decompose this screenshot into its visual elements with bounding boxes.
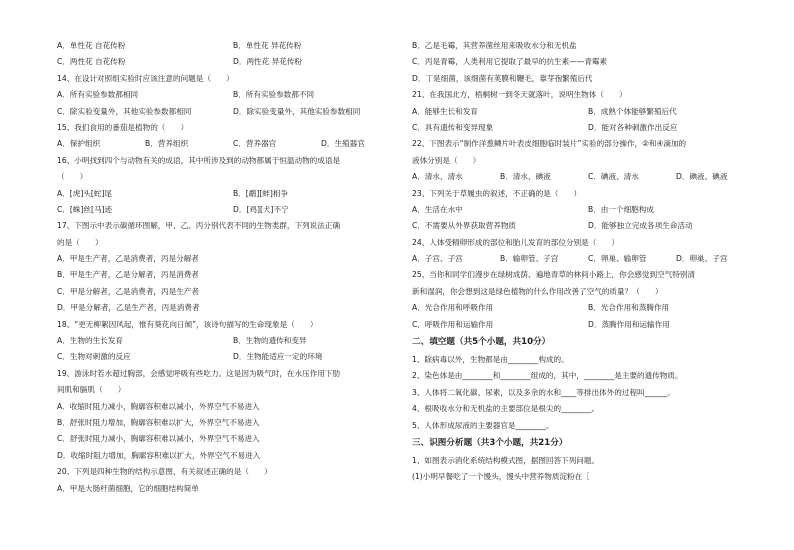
q24-option-a: A．子宫、子宫 [412, 254, 463, 264]
q19-option-a: A．收缩时阻力减小，胸廓容积难以减小，外界空气不易进入 [57, 401, 260, 411]
q13-option-c: C．两性花 自花传粉 [57, 57, 126, 67]
q14-option-c: C．除实验变量外，其他实验参数都相同 [57, 106, 192, 116]
q21-options-row-2 [412, 120, 764, 136]
q18-options-row-1 [57, 333, 409, 349]
q25-option-a: A．光合作用和呼吸作用 [412, 303, 494, 313]
q19-option-b: B．舒张时阻力增加，胸廓容积难以扩大，外界空气不易进入 [57, 417, 260, 427]
q25-option-c: C．呼吸作用和运输作用 [412, 319, 494, 329]
question-24: 24、人体受精卵形成的部位和胎儿发育的部位分别是（ ） [412, 237, 620, 247]
q14-option-a: A．所有实验参数都相同 [57, 90, 139, 100]
question-22-line-1: 22、下图表示“制作洋葱鳞片叶表皮细胞临时装片”实验的部分操作，②和④滴加的 [412, 139, 687, 149]
q16-option-b: B．[鹬][蚌]相争 [233, 188, 289, 198]
q21-option-a: A．能够生长和发育 [412, 106, 478, 116]
q15-option-c: C．营养器官 [233, 139, 277, 149]
q25-option-d: D．蒸腾作用和运输作用 [588, 319, 670, 329]
q16-option-c: C．[蛛]丝[马]迹 [57, 204, 113, 214]
question-16-line-2: （ ） [57, 172, 88, 182]
q20-option-b: B．乙是毛霉，其营养菌丝用来吸收水分和无机盐 [412, 41, 577, 50]
q18-option-b: B．生物的遗传和变异 [233, 336, 307, 346]
q18-option-a: A．生物的生长发育 [57, 336, 123, 346]
q13-option-b: B．单性花 异花传粉 [233, 41, 302, 50]
q14-option-d: D．除实验变量外，其他实验参数相同 [233, 106, 361, 116]
q24-option-d: D．卵巢、子宫 [676, 254, 728, 264]
q16-option-a: A．[虎]头[蛇]尾 [57, 188, 113, 198]
q14-options-row-2 [57, 104, 409, 120]
q24-option-b: B．输卵管、子宫 [500, 254, 559, 264]
q22-option-d: D．碘液、碘液 [676, 172, 728, 182]
q15-options-row [57, 136, 409, 152]
q20-option-d: D．丁是细菌，该细菌有荚膜和鞭毛，靠芽孢繁殖后代 [412, 73, 593, 83]
question-23: 23、下列关于草履虫的叙述，不正确的是（ ） [412, 188, 582, 198]
q14-option-b: B．所有实验参数都不同 [233, 90, 315, 100]
figure-question-1: 1、如图表示消化系统结构模式图，据图回答下列问题。 [412, 455, 600, 465]
q15-option-b: B．营养组织 [145, 139, 189, 149]
q16-option-d: D．[鸡][犬]不宁 [233, 204, 289, 214]
question-19-line-1: 19、游泳时若水超过胸部，会感觉呼吸有些吃力。这是因为吸气时，在水压作用下肋 [57, 368, 341, 378]
q16-options-row-1 [57, 186, 409, 202]
question-18: 18、“更无柳絮因风起，惟有葵花向日倾”，该诗句描写的生命现象是（ ） [57, 319, 318, 329]
right-column [412, 38, 764, 486]
q14-options-row-1 [57, 87, 409, 103]
q17-option-a: A．甲是生产者，乙是消费者，丙是分解者 [57, 254, 199, 264]
question-14: 14、在设计对照组实验时应该注意的问题是（ ） [57, 73, 234, 83]
q17-option-c: C．甲是分解者，乙是消费者，丙是生产者 [57, 286, 199, 296]
q22-option-b: B．清水、碘液 [500, 172, 551, 182]
question-20: 20、下列是四种生物的结构示意图，有关叙述正确的是（ ） [57, 467, 272, 477]
q17-option-b: B．甲是生产者，乙是分解者，丙是消费者 [57, 270, 199, 280]
q25-options-row-1 [412, 300, 764, 316]
q15-option-a: A．保护组织 [57, 139, 101, 149]
q18-options-row-2 [57, 349, 409, 365]
fill-question-3: 3、人体将二氧化碳、尿素，以及多余的水和____等排出体外的过程叫______。 [412, 387, 676, 397]
q13-options-row-1 [57, 38, 409, 54]
q19-option-c: C．舒张时阻力减小，胸廓容积难以减小，外界空气不易进入 [57, 434, 260, 444]
figure-question-1-part-1: (1)小明早餐吃了一个馒头，馒头中营养物质淀粉在［ [412, 472, 590, 482]
q23-options-row-1 [412, 202, 764, 218]
q24-options-row [412, 251, 764, 267]
q18-option-c: C．生物对刺激的反应 [57, 352, 131, 362]
q25-option-b: B．光合作用和蒸腾作用 [588, 303, 670, 313]
q22-option-c: C．碘液、清水 [588, 172, 639, 182]
q19-option-d: D．收缩时阻力增加，胸廓容积难以扩大，外界空气不易进入 [57, 450, 261, 460]
q23-option-c: C．不需要从外界获取营养物质 [412, 221, 517, 231]
q13-option-a: A．单性花 自花传粉 [57, 41, 126, 50]
question-22-line-2: 液体分别是（ ） [412, 155, 481, 165]
left-column [57, 38, 409, 497]
q21-option-c: C．具有遗传和变异现象 [412, 122, 494, 132]
q23-option-d: D．能够独立完成各项生命活动 [588, 221, 693, 231]
q21-options-row-1 [412, 104, 764, 120]
fill-question-4: 4、根吸收水分和无机盐的主要部位是根尖的________。 [412, 404, 600, 414]
q15-option-d: D．生殖器官 [321, 139, 365, 149]
q16-options-row-2 [57, 202, 409, 218]
question-16-line-1: 16、小明找到四个与动物有关的成语，其中所涉及到的动物都属于恒温动物的成语是 [57, 155, 341, 165]
question-25-line-1: 25、当你和同学们漫步在绿树成荫、遍地青草的林间小路上，你会感觉到空气特别清 [412, 270, 696, 280]
q17-option-d: D．甲是分解者，乙是生产者，丙是消费者 [57, 303, 200, 313]
q18-option-d: D．生物能适应一定的环境 [233, 352, 323, 362]
q23-option-a: A．生活在水中 [412, 204, 463, 214]
q22-options-row [412, 169, 764, 185]
q23-options-row-2 [412, 218, 764, 234]
question-19-line-2: 间肌和膈肌（ ） [57, 385, 126, 395]
q21-option-b: B．成熟个体能够繁殖后代 [588, 106, 677, 116]
q20-option-c: C．丙是青霉，人类利用它提取了最早的抗生素——青霉素 [412, 57, 608, 67]
section-2-heading: 二、填空题（共5个小题，共10分） [412, 337, 551, 348]
question-21: 21、在我国北方，梧桐树一到冬天就落叶，说明生物体（ ） [412, 90, 627, 100]
question-25-line-2: 新和湿润，你会想到这是绿色植物的什么作用改善了空气的质量？（ ） [412, 286, 663, 296]
fill-question-1: 1、除病毒以外，生物都是由________构成的。 [412, 355, 569, 365]
q21-option-d: D．能对各种刺激作出反应 [588, 122, 678, 132]
q13-option-d: D．两性花 异花传粉 [233, 57, 303, 67]
q20-option-a: A．甲是大肠杆菌细胞，它的细胞结构简单 [57, 483, 199, 493]
q25-options-row-2 [412, 317, 764, 333]
section-3-heading: 三、识图分析题（共3个小题，共21分） [412, 437, 568, 448]
fill-question-2: 2、染色体是由________和________组成的，其中，________是主要的遗传物质。 [412, 371, 683, 381]
q13-options-row-2 [57, 54, 409, 70]
q24-option-c: C．卵巢、输卵管 [588, 254, 647, 264]
question-15: 15、我们食用的番茄是植物的（ ） [57, 122, 189, 132]
question-17-line-2: 的是（ ） [57, 237, 103, 247]
q23-option-b: B．由一个细胞构成 [588, 204, 654, 214]
question-17-line-1: 17、下图示中表示碳循环图解，甲、乙、丙分别代表不同的生物类群，下列说法正确 [57, 221, 341, 231]
fill-question-5: 5、人体形成尿液的主要器官是________。 [412, 420, 554, 430]
q22-option-a: A．清水、清水 [412, 172, 463, 182]
